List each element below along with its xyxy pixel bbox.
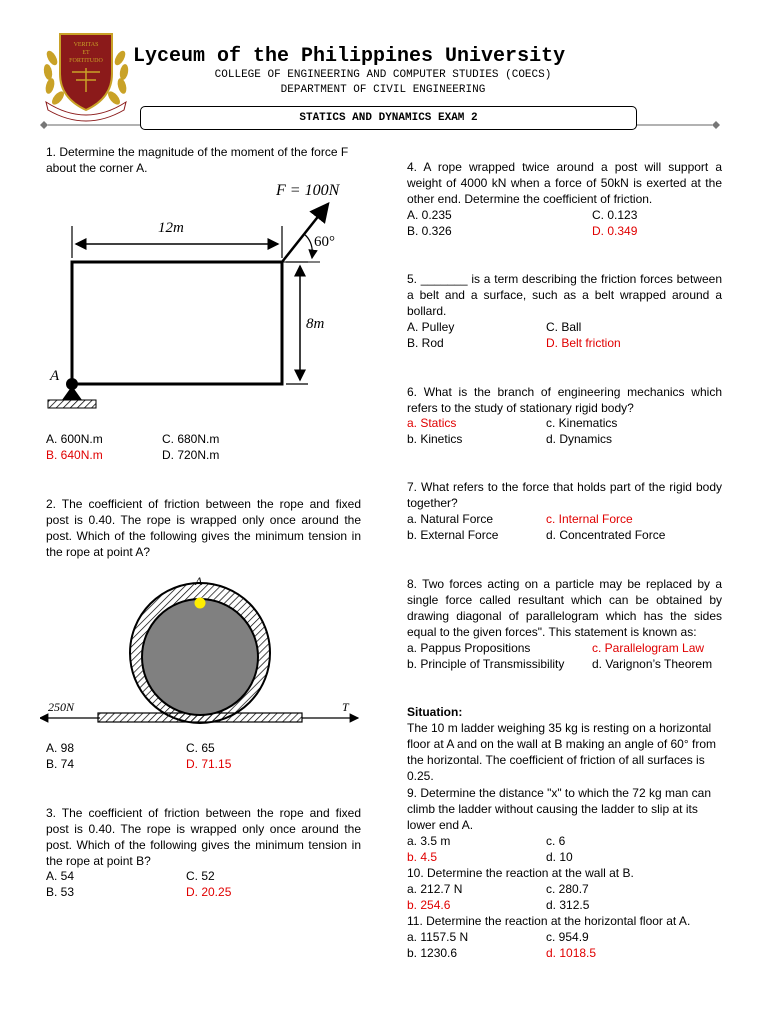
q2-choice-a: A. 98: [46, 741, 75, 755]
q6-choice-c: c. Kinematics: [546, 416, 618, 430]
q11-choice-a: a. 1157.5 N: [407, 930, 469, 944]
q8-choice-a: a. Pappus Propositions: [407, 641, 531, 655]
seal-text-1: VERITAS: [73, 42, 99, 48]
q11-choice-b: b. 1230.6: [407, 946, 458, 960]
q1-choice-d: D. 720N.m: [162, 448, 220, 462]
university-name: Lyceum of the Philippines University: [133, 45, 566, 68]
q1-choice-a: A. 600N.m: [46, 432, 103, 446]
q9-choice-c: c. 6: [546, 834, 566, 848]
q1-force-label: F = 100N: [276, 182, 340, 199]
seal-text-2: ET: [82, 50, 90, 56]
situation-text: The 10 m ladder weighing 35 kg is resting on a horizontal floor at A and on the wall at B making an angle of 60° from the horizontal. The coefficient of friction of all surfaces is 0.25.: [407, 721, 716, 783]
q9-choice-a: a. 3.5 m: [407, 834, 451, 848]
q9-choice-d: d. 10: [546, 850, 573, 864]
q2-choice-d: D. 71.15: [186, 757, 232, 771]
q10-choice-c: c. 280.7: [546, 882, 589, 896]
q5-choice-d: D. Belt friction: [546, 336, 621, 350]
q1-point-label: A: [50, 368, 60, 384]
q2-right-force-label: T: [342, 700, 349, 714]
department-name: DEPARTMENT OF CIVIL ENGINEERING: [280, 84, 486, 96]
question-10: 10. Determine the reaction at the wall at B.: [407, 866, 634, 880]
q3-choice-d: D. 20.25: [186, 885, 232, 899]
q3-choice-b: B. 53: [46, 885, 75, 899]
q2-point-label: A: [195, 574, 203, 588]
q6-choice-d: d. Dynamics: [546, 432, 613, 446]
college-name: COLLEGE OF ENGINEERING AND COMPUTER STUDIES (COECS): [214, 69, 552, 81]
q11-choice-d: d. 1018.5: [546, 946, 597, 960]
question-7: 7. What refers to the force that holds part of the rigid body together?: [407, 480, 722, 510]
q3-choice-c: C. 52: [186, 869, 215, 883]
q4-choice-b: B. 0.326: [407, 224, 452, 238]
q8-choice-c: c. Parallelogram Law: [592, 641, 705, 655]
q1-width-label: 12m: [158, 220, 184, 236]
university-seal: [38, 28, 134, 124]
question-11: 11. Determine the reaction at the horizontal floor at A.: [407, 914, 691, 928]
q9-choice-b: b. 4.5: [407, 850, 438, 864]
q2-left-force-label: 250N: [48, 700, 75, 714]
question-1: 1. Determine the magnitude of the moment of the force F about the corner A.: [46, 145, 349, 175]
q5-choice-c: C. Ball: [546, 320, 582, 334]
q5-choice-a: A. Pulley: [407, 320, 455, 334]
q7-choice-c: c. Internal Force: [546, 512, 633, 526]
q2-figure: [40, 575, 360, 725]
q2-choice-b: B. 74: [46, 757, 75, 771]
q10-choice-d: d. 312.5: [546, 898, 590, 912]
q5-choice-b: B. Rod: [407, 336, 444, 350]
q1-height-label: 8m: [306, 316, 325, 332]
question-6: 6. What is the branch of engineering mechanics which refers to the study of stationary rigid body?: [407, 385, 722, 415]
q6-choice-b: b. Kinetics: [407, 432, 463, 446]
q2-choice-c: C. 65: [186, 741, 215, 755]
q10-choice-b: b. 254.6: [407, 898, 451, 912]
q4-choice-a: A. 0.235: [407, 208, 452, 222]
question-5: 5. _______ is a term describing the friction forces between a belt and a surface, such as a belt wrapped around a bollard.: [407, 272, 722, 318]
q4-choice-d: D. 0.349: [592, 224, 638, 238]
q11-choice-c: c. 954.9: [546, 930, 589, 944]
q8-choice-d: d. Varignon’s Theorem: [592, 657, 713, 671]
q7-choice-b: b. External Force: [407, 528, 499, 542]
situation-label: Situation:: [407, 705, 463, 719]
q1-angle-label: 60°: [314, 234, 335, 250]
q1-choice-c: C. 680N.m: [162, 432, 220, 446]
q1-choice-b: B. 640N.m: [46, 448, 103, 462]
question-3: 3. The coefficient of friction between the rope and fixed post is 0.40. The rope is wrapped only once around the post. Which of the following gives the minimum tension in the rope at point B?: [46, 806, 361, 868]
q8-choice-b: b. Principle of Transmissibility: [407, 657, 565, 671]
q1-figure: [38, 178, 368, 418]
seal-text-3: FORTITUDO: [69, 58, 103, 64]
question-8: 8. Two forces acting on a particle may be replaced by a single force called resultant which can be obtained by drawing diagonal of parallelogram which has the sides equal to the given forces". This statement is known as:: [407, 577, 722, 639]
question-9: 9. Determine the distance "x" to which the 72 kg man can climb the ladder without causing the ladder to slip at its lower end A.: [407, 786, 712, 832]
q4-choice-c: C. 0.123: [592, 208, 638, 222]
q6-choice-a: a. Statics: [407, 416, 457, 430]
q7-choice-d: d. Concentrated Force: [546, 528, 666, 542]
q10-choice-a: a. 212.7 N: [407, 882, 463, 896]
exam-title: STATICS AND DYNAMICS EXAM 2: [140, 106, 637, 130]
question-2: 2. The coefficient of friction between the rope and fixed post is 0.40. The rope is wrapped only once around the post. Which of the following gives the minimum tension in the rope at point A?: [46, 497, 361, 559]
q7-choice-a: a. Natural Force: [407, 512, 494, 526]
question-4: 4. A rope wrapped twice around a post will support a weight of 4000 kN when a force of 50kN is exerted at the other end. Determine the coefficient of friction.: [407, 160, 722, 206]
q3-choice-a: A. 54: [46, 869, 75, 883]
